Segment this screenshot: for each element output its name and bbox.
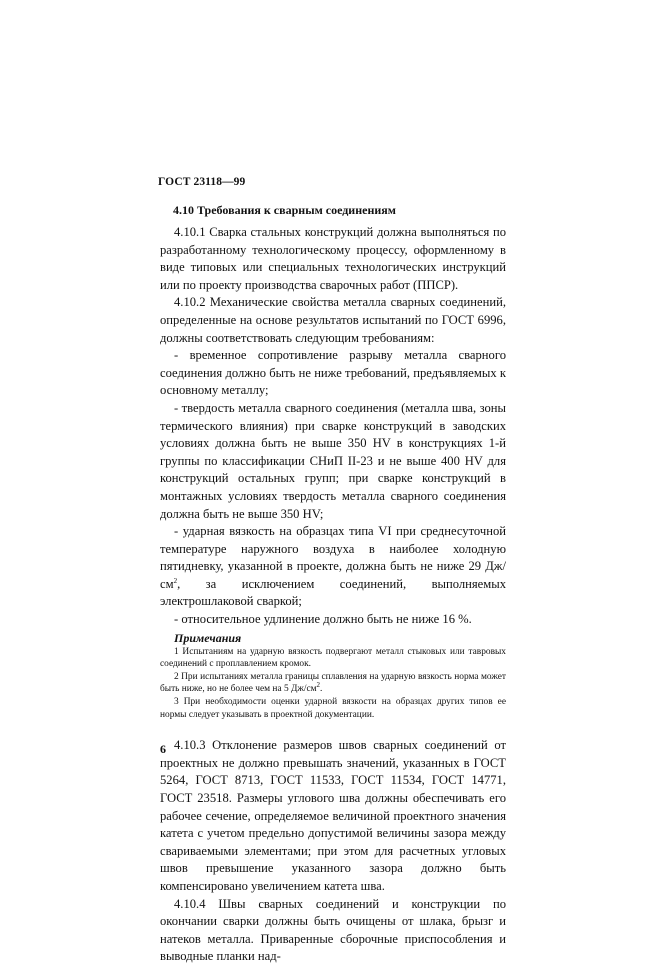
requirement-elongation: - относительное удлинение должно быть не ниже 16 %. — [174, 612, 472, 627]
paragraph-4-10-2: 4.10.2 Механические свойства металла сварных соединений, определенные на основе результатов испытаний по ГОСТ 6996, должны соответствовать следующим требованиям: — [160, 295, 506, 345]
note-2-part2: . — [320, 684, 323, 695]
section-title: 4.10 Требования к сварным соединениям — [173, 203, 396, 217]
document-header-code: ГОСТ 23118—99 — [158, 176, 246, 188]
impact-text-part2: , за исключением соединений, выполняемых электрошлаковой сваркой; — [160, 576, 506, 609]
note-3: 3 При необходимости оценки ударной вязкости на образцах других типов ее нормы следует указывать в проектной документации. — [160, 697, 506, 720]
paragraph-4-10-1: 4.10.1 Сварка стальных конструкций должна выполняться по разработанному технологическому процессу, оформленному в виде типовых или специальных технологических инструкций или по проекту производства сварочных работ (ППСР). — [160, 225, 506, 292]
note-1: 1 Испытаниям на ударную вязкость подвергают металл стыковых или тавровых соединений с проплавлением кромок. — [160, 646, 506, 670]
paragraph-4-10-3: 4.10.3 Отклонение размеров швов сварных соединений от проектных не должно превышать значений, указанных в ГОСТ 5264, ГОСТ 8713, ГОСТ 11533, ГОСТ 11534, ГОСТ 14771, ГОСТ 23518. Размеры углового шва должны обеспечивать его рабочее сечение, определяемое величиной проектного значения катета с учетом предельно допустимой величины зазора между свариваемыми элементами; при этом для расчетных угловых швов превышение указанного зазора должно быть компенсировано увеличением катета шва. — [160, 738, 506, 893]
requirement-tensile-strength: - временное сопротивление разрыву металла сварного соединения должно быть не ниже требований, предъявляемых к основному металлу; — [160, 348, 506, 398]
requirement-impact-strength — [160, 523, 506, 611]
impact-text-part1: - ударная вязкость на образцах типа VI при среднесуточной температуре наружного воздуха в наиболее холодную пятидневку, указанной в проекте, должна быть не ниже 29 Дж/см — [160, 524, 506, 591]
note-2 — [160, 671, 506, 696]
impact-superscript: 2 — [173, 576, 178, 585]
page-number: 6 — [160, 742, 166, 756]
document-body — [160, 224, 506, 966]
note-2-part1: 2 При испытаниях металла границы сплавления на ударную вязкость норма может быть ниже, но не более чем на 5 Дж/см — [160, 671, 506, 695]
paragraph-4-10-4: 4.10.4 Швы сварных соединений и конструкции по окончании сварки должны быть очищены от шлака, брызг и натеков металла. Приваренные сборочные приспособления и выводные планки над- — [160, 896, 506, 964]
spacer — [160, 721, 506, 737]
note-2-superscript: 2 — [316, 681, 321, 690]
notes-title: Примечания — [174, 630, 242, 645]
requirement-hardness: - твердость металла сварного соединения (металла шва, зоны термического влияния) при сварке конструкций в заводских условиях должна быть не выше 350 HV в конструкциях 1-й группы по классификации СНиП II-23 и не выше 400 HV для конструкций остальных групп; при сварке конструкций в монтажных условиях твердость металла сварного соединения должна быть не выше 350 HV; — [160, 400, 506, 521]
